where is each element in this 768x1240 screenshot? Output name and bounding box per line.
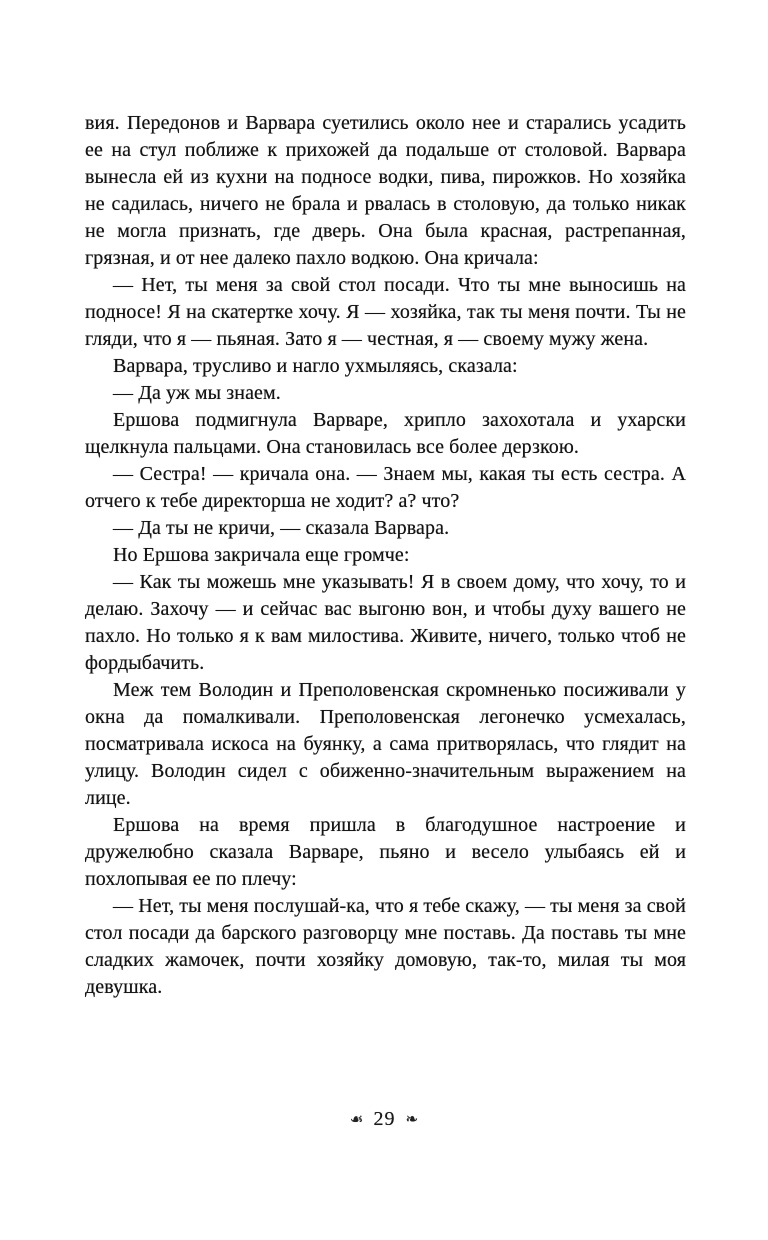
paragraph: — Как ты можешь мне указывать! Я в своем дому, что хочу, то и делаю. Захочу — и сейчас вас выгоню вон, и чтобы духу вашего не пахло. Но только я к вам милостива. Живите, ничего, только чтоб не фордыбачить. xyxy=(85,571,686,674)
paragraph: — Нет, ты меня послушай-ка, что я тебе скажу, — ты меня за свой стол посади да барского разговорцу мне поставь. Да поставь ты мне сладких жамочек, почти хозяйку домовую, так-то, милая ты моя девушка. xyxy=(85,895,686,998)
paragraph: — Сестра! — кричала она. — Знаем мы, какая ты есть сестра. А отчего к тебе директорша не ходит? а? что? xyxy=(85,463,686,512)
paragraph: вия. Передонов и Варвара суетились около нее и старались усадить ее на стул поближе к прихожей да подальше от столовой. Варвара вынесла ей из кухни на подносе водки, пива, пирожков. Но хозяйка не садилась, ничего не брала и рвалась в столовую, да только никак не могла признать, где дверь. Она была красная, растрепанная, грязная, и от нее далеко пахло водкою. Она кричала: xyxy=(85,112,686,269)
body-text xyxy=(85,110,686,1001)
page-footer xyxy=(0,1108,768,1131)
fleuron-right-icon: ❧ xyxy=(405,1110,419,1128)
paragraph: Ершова на время пришла в благодушное настроение и дружелюбно сказала Варваре, пьяно и весело улыбаясь ей и похлопывая ее по плечу: xyxy=(85,814,686,890)
paragraph: — Да ты не кричи, — сказала Варвара. xyxy=(113,517,450,539)
paragraph: Варвара, трусливо и нагло ухмыляясь, сказала: xyxy=(113,355,518,377)
paragraph: Но Ершова закричала еще громче: xyxy=(113,544,410,566)
paragraph: Меж тем Володин и Преполовенская скромненько посиживали у окна да помалкивали. Преполовенская легонечко усмехалась, посматривала искоса на буянку, а сама притворялась, что глядит на улицу. Володин сидел с обиженно-значительным выражением на лице. xyxy=(85,679,686,809)
fleuron-left-icon: ☙ xyxy=(349,1110,364,1128)
paragraph: Ершова подмигнула Варваре, хрипло захохотала и ухарски щелкнула пальцами. Она становилась все более дерзкою. xyxy=(85,409,686,458)
paragraph: — Нет, ты меня за свой стол посади. Что ты мне выносишь на подносе! Я на скатертке хочу. Я — хозяйка, так ты меня почти. Ты не гляди, что я — пьяная. Зато я — честная, я — своему мужу жена. xyxy=(85,274,686,350)
page-number: 29 xyxy=(373,1108,396,1130)
paragraph: — Да уж мы знаем. xyxy=(113,382,281,404)
